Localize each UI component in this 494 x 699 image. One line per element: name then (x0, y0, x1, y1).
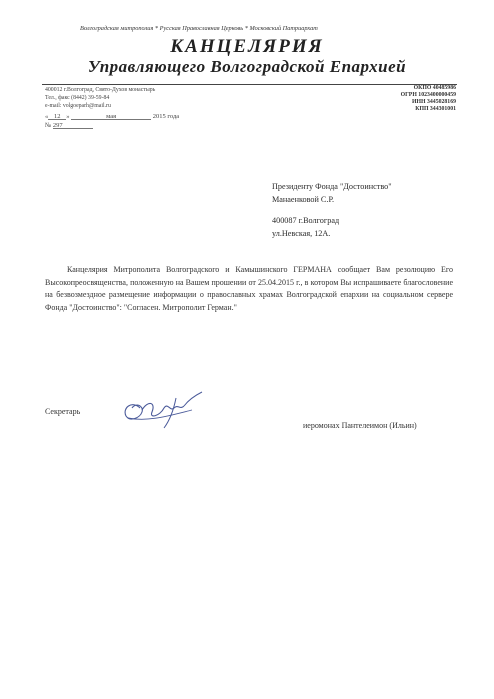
inn-code: ИНН 3445028169 (412, 99, 456, 105)
recipient-street: ул.Невская, 12А. (272, 229, 331, 238)
header-divider (42, 84, 457, 85)
address-line: 400012 г.Волгоград, Свято-Духов монастырь (45, 87, 156, 93)
letter-number (45, 122, 93, 129)
header-subtitle: Управляющего Волгоградской Епархией (87, 57, 407, 76)
phone-line: Тел., факс (8442) 39-59-84 (45, 95, 110, 101)
letter-date: « 12 » мая 2015 года (45, 113, 180, 120)
number-value: 297 (53, 122, 93, 129)
handwritten-signature (118, 388, 208, 430)
signer-name: иеромонах Пантелеимон (Ильин) (303, 421, 417, 430)
header-top-line: Волгоградская митрополия * Русская Православная Церковь * Московский Патриархат (80, 25, 318, 32)
date-year: 2015 года (152, 113, 180, 120)
okpo-code: ОКПО 40485986 (413, 85, 456, 91)
recipient-name: Манаенковой С.Р. (272, 195, 335, 204)
email-line: e-mail: volgoeparh@mail.ru (45, 103, 111, 109)
ogrn-code: ОГРН 1023400000459 (400, 92, 456, 98)
header-title: КАНЦЕЛЯРИЯ (170, 36, 324, 57)
date-month: мая (71, 113, 151, 120)
number-label: № (45, 122, 52, 129)
kpp-code: КПП 344301001 (415, 106, 456, 112)
body-paragraph: Канцелярия Митрополита Волгоградского и Камышинского ГЕРМАНА сообщает Вам резолюцию Его Высокопреосвященства, положенную на Вашем прошении от 25.04.2015 г., в котором Вы испрашиваете благословение на безвозмездное размещение информации о православных храмах Волгоградской епархии на социальном сервере Фонда "Достоинство": "Согласен. Митрополит Герман." (45, 265, 453, 312)
recipient-title: Президенту Фонда "Достоинство" (272, 182, 392, 191)
recipient-city: 400087 г.Волгоград (272, 216, 340, 225)
letter-body (45, 264, 453, 314)
date-day: 12 (48, 113, 66, 120)
signer-role: Секретарь (45, 407, 81, 416)
